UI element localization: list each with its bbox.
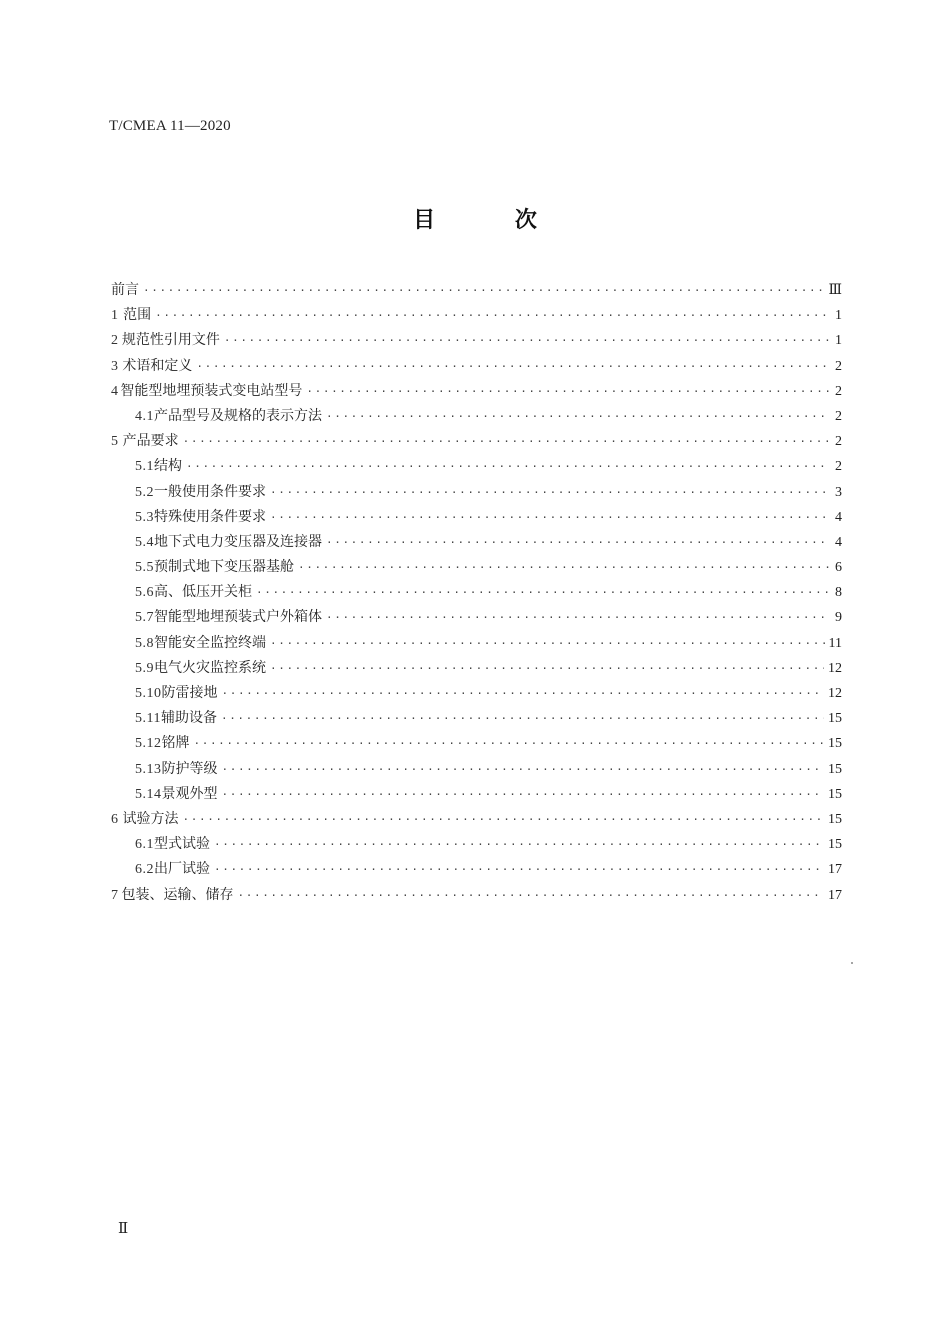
toc-entry-title: 防护等级	[161, 760, 218, 777]
toc-entry-number: 5.10	[135, 686, 162, 701]
toc-entry-number: 5.14	[135, 786, 162, 802]
toc-dot-leader	[326, 605, 830, 630]
toc-entry-number: 5.12	[135, 736, 162, 752]
toc-entry-number: 4	[111, 383, 118, 399]
toc-entry[interactable]	[111, 706, 842, 731]
toc-dot-leader	[214, 857, 824, 882]
toc-entry-number: 5.9	[135, 660, 154, 676]
toc-dot-leader	[143, 278, 824, 303]
toc-entry-number: 5.6	[135, 585, 154, 601]
toc-entry-title: 产品型号及规格的表示方法	[154, 407, 322, 424]
toc-entry[interactable]	[111, 832, 842, 857]
toc-entry-page: 15	[828, 761, 842, 777]
toc-dot-leader	[238, 883, 824, 908]
toc-entry-number: 5.8	[135, 635, 154, 651]
toc-entry[interactable]	[111, 631, 842, 656]
toc-dot-leader	[183, 807, 824, 832]
toc-entry-title: 产品要求	[122, 433, 179, 450]
toc-entry-title: 规范性引用文件	[121, 332, 220, 349]
toc-entry-page: 6	[835, 560, 842, 576]
toc-entry-title: 辅助设备	[160, 710, 217, 727]
scan-speck	[851, 962, 853, 964]
toc-entry-page: 9	[835, 610, 842, 626]
toc-entry[interactable]	[111, 656, 842, 681]
toc-entry-title: 智能安全监控终端	[154, 634, 266, 651]
toc-dot-leader	[306, 379, 830, 404]
toc-entry-page: 15	[828, 786, 842, 802]
toc-entry-number: 5	[111, 434, 118, 450]
toc-entry[interactable]	[111, 429, 842, 454]
toc-entry[interactable]	[111, 278, 842, 303]
toc-dot-leader	[270, 480, 830, 505]
toc-entry-page: Ⅲ	[828, 283, 842, 298]
toc-entry-title: 出厂试验	[154, 861, 210, 878]
toc-entry[interactable]	[111, 328, 842, 353]
toc-entry-page: 2	[835, 383, 842, 399]
toc-entry-number: 5.4	[135, 534, 154, 550]
toc-entry-title: 范围	[123, 307, 152, 324]
toc-title: 目 次	[413, 208, 573, 233]
toc-entry-title: 铭牌	[161, 735, 190, 752]
toc-entry-page: 2	[835, 358, 842, 374]
toc-entry[interactable]	[111, 379, 842, 404]
toc-entry[interactable]	[111, 883, 842, 908]
toc-entry-title: 智能型地埋预装式变电站型号	[120, 382, 303, 399]
toc-entry-title: 智能型地埋预装式户外箱体	[154, 609, 322, 626]
toc-entry-page: 15	[828, 711, 842, 727]
toc-entry[interactable]	[111, 681, 842, 706]
footer-page-number: Ⅱ	[118, 1221, 129, 1237]
toc-entry-number: 6.1	[135, 837, 154, 853]
toc-entry[interactable]	[111, 480, 842, 505]
toc-entry-page: 12	[828, 686, 842, 701]
toc-entry-page: 4	[835, 534, 842, 550]
toc-entry[interactable]	[111, 580, 842, 605]
toc-entry-page: 2	[835, 408, 842, 424]
toc-entry-number: 5.5	[135, 560, 154, 576]
toc-entry-title: 地下式电力变压器及连接器	[154, 533, 322, 550]
toc-dot-leader	[298, 555, 830, 580]
toc-entry-number: 5.11	[135, 711, 161, 727]
toc-entry[interactable]	[111, 731, 842, 756]
toc-dot-leader	[256, 580, 830, 605]
toc-entry-title: 术语和定义	[122, 357, 193, 374]
toc-entry[interactable]	[111, 505, 842, 530]
toc-entry-number: 6	[111, 811, 118, 827]
toc-entry[interactable]	[111, 857, 842, 882]
toc-entry-page: 15	[828, 736, 842, 752]
toc-entry-page: 1	[835, 333, 842, 349]
toc-entry-title: 一般使用条件要求	[154, 483, 266, 500]
toc-entry-page: 15	[828, 811, 842, 827]
toc-entry-page: 1	[835, 308, 842, 324]
toc-entry-page: 17	[828, 887, 842, 903]
toc-entry-page: 3	[835, 484, 842, 500]
toc-dot-leader	[183, 429, 830, 454]
toc-entry-number: 2	[111, 333, 118, 349]
toc-entry-number: 5.3	[135, 509, 154, 525]
toc-entry-title: 型式试验	[154, 836, 210, 853]
toc-dot-leader	[270, 631, 825, 656]
toc-entry-page: 15	[828, 837, 842, 853]
toc-entry-page: 17	[828, 862, 842, 878]
toc-entry-title: 前言	[111, 282, 139, 298]
toc-entry-title: 包装、运输、储存	[121, 886, 234, 903]
toc-entry-number: 5.13	[135, 761, 162, 777]
toc-entry-number: 1	[111, 308, 118, 324]
toc-dot-leader	[214, 832, 824, 857]
toc-entry[interactable]	[111, 454, 842, 479]
toc-entry-title: 景观外型	[161, 785, 218, 802]
toc-entry-title: 高、低压开关柜	[154, 584, 252, 601]
toc-entry-title: 特殊使用条件要求	[154, 508, 266, 525]
toc-entry-title: 预制式地下变压器基舱	[154, 559, 294, 576]
toc-dot-leader	[186, 454, 830, 479]
toc-dot-leader	[221, 706, 824, 731]
toc-entry[interactable]	[111, 782, 842, 807]
table-of-contents	[111, 278, 842, 908]
toc-dot-leader	[222, 681, 825, 706]
toc-entry-title: 防雷接地	[161, 685, 218, 701]
toc-entry[interactable]	[111, 303, 842, 328]
toc-dot-leader	[270, 656, 824, 681]
toc-dot-leader	[222, 782, 825, 807]
toc-entry[interactable]	[111, 757, 842, 782]
standard-code: T/CMEA 11—2020	[109, 118, 231, 134]
toc-entry[interactable]	[111, 404, 842, 429]
toc-entry-page: 4	[835, 509, 842, 525]
toc-entry-number: 4.1	[135, 408, 154, 424]
toc-entry-number: 5.7	[135, 610, 154, 626]
toc-entry-title: 电气火灾监控系统	[154, 659, 266, 676]
toc-entry-page: 2	[835, 434, 842, 450]
toc-dot-leader	[196, 354, 830, 379]
toc-dot-leader	[270, 505, 830, 530]
toc-entry-number: 3	[111, 358, 118, 374]
toc-dot-leader	[224, 328, 830, 353]
toc-entry-number: 5.1	[135, 459, 154, 475]
toc-entry-title: 结构	[154, 458, 182, 475]
toc-entry[interactable]	[111, 354, 842, 379]
toc-dot-leader	[326, 530, 830, 555]
toc-entry[interactable]	[111, 807, 842, 832]
toc-entry[interactable]	[111, 605, 842, 630]
toc-entry-page: 11	[828, 635, 842, 651]
toc-entry-page: 2	[835, 459, 842, 475]
toc-entry-page: 12	[828, 660, 842, 676]
toc-entry-title: 试验方法	[122, 810, 179, 827]
toc-dot-leader	[326, 404, 830, 429]
toc-entry[interactable]	[111, 555, 842, 580]
toc-dot-leader	[155, 303, 830, 328]
toc-entry-number: 5.2	[135, 484, 154, 500]
toc-dot-leader	[194, 731, 825, 756]
toc-entry[interactable]	[111, 530, 842, 555]
toc-entry-number: 6.2	[135, 862, 154, 878]
toc-entry-page: 8	[835, 585, 842, 601]
toc-dot-leader	[222, 757, 825, 782]
toc-entry-number: 7	[111, 887, 118, 903]
